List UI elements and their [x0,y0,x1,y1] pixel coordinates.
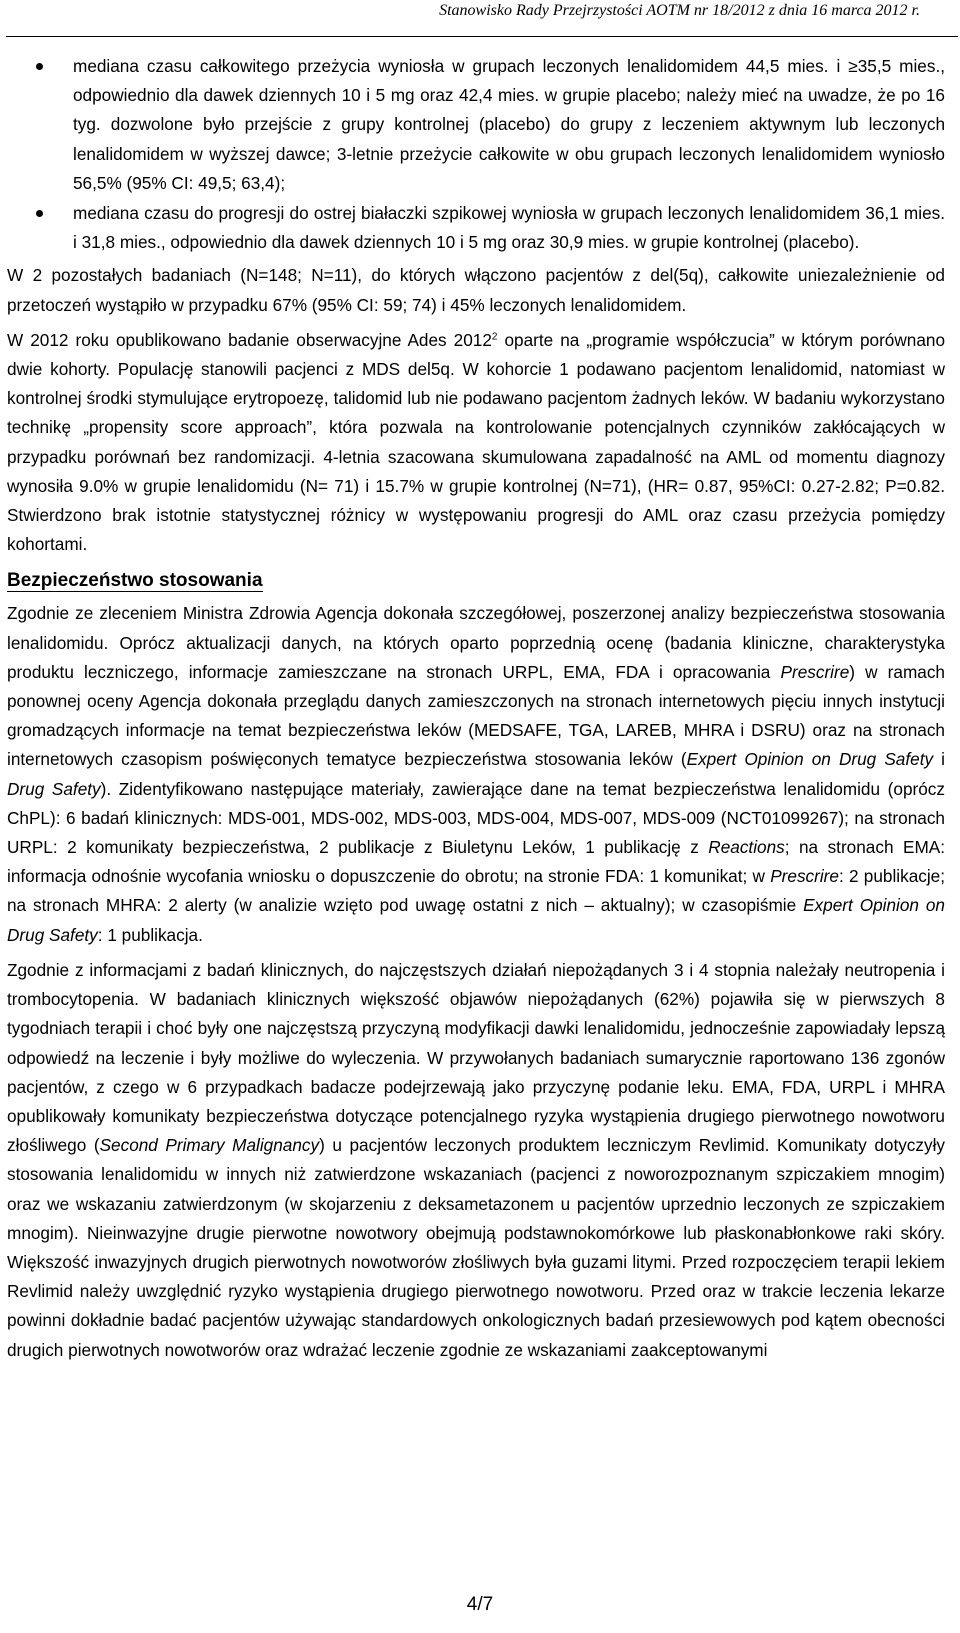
safety-text-2: ) w ramach ponownej oceny Agencja dokonała przeglądu danych zamieszczonych na stronach internetowych pięciu innych instytucji gromadzących informacje na temat bezpieczeństwa leków (MEDSAFE, TGA, LAREB, MHRA i DSRU) oraz na stronach internetowych czasopism poświęconych tematyce bezpieczeństwa stosowania leków ( [7,661,945,770]
list-item [7,52,945,198]
footnote-reference: 2 [491,331,498,343]
italic-prescrire: Prescrire [780,661,850,682]
italic-second-primary-malignancy: Second Primary Malignancy [99,1135,320,1156]
safety-text-3: i [933,749,945,770]
paragraph-two-studies: W 2 pozostałych badaniach (N=148; N=11), do których włączono pacjentów z del(5q), całkowite uniezależnienie od przetoczeń wystąpiło w przypadku 67% (95% CI: 59; 74) i 45% leczonych lenalidomidem. [7,265,945,315]
safety-text-5: ; na stronach EMA: informacja odnośnie wycofania wniosku o dopuszczenie do obrotu; na stronie FDA: 1 komunikat; w [7,837,945,887]
safety-text-7: : 1 publikacja. [97,924,203,945]
adverse-text-2: ) u pacjentów leczonych produktem leczniczym Revlimid. Komunikaty dotyczyły stosowania lenalidomidu w innych niż zatwierdzone wskazaniach (pacjenci z noworozpoznanym szpiczakiem mnogim) oraz we wskazaniu zatwierdzonym (w skojarzeniu z deksametazonem u pacjentów uprzednio leczonych ze szpiczakiem mnogim). Nieinwazyjne drugie pierwotne nowotwory obejmują podstawnokomórkowe lub płaskonabłonkowe raki skóry. Większość inwazyjnych drugich pierwotnych nowotworów złośliwych była guzami litymi. Przed rozpoczęciem terapii lekiem Revlimid należy uwzględnić ryzyko wystąpienia drugiego pierwotnego nowotworu. Przed oraz w trakcie leczenia lekarze powinni dokładnie badać pacjentów używając standardowych onkologicznych badań przesiewowych pod kątem obecności drugich pierwotnych nowotworów oraz wdrażać leczenie zgodnie ze wskazaniami zaakceptowanymi [7,1135,946,1360]
bullet-text-aml-progression: mediana czasu do progresji do ostrej białaczki szpikowej wyniosła w grupach leczonych lenalidomidem 36,1 mies. i 31,8 mies., odpowiednio dla dawek dziennych 10 i 5 mg oraz 30,9 mies. w grupie kontrolnej (placebo). [73,203,945,253]
header-divider [6,36,958,37]
section-heading-text: Bezpieczeństwo stosowania [7,570,263,592]
bullet-icon [36,210,43,217]
italic-journal-expert-opinion: Expert Opinion on Drug Safety [686,749,934,770]
ades-text-start: W 2012 roku opublikowano badanie obserwacyjne Ades 2012 [7,329,492,350]
safety-text-4: ). Zidentyfikowano następujące materiały, zawierające dane na temat bezpieczeństwa lenalidomidu (oprócz ChPL): 6 badań klinicznych: MDS-001, MDS-002, MDS-003, MDS-004, MDS-007, MDS-009 (NCT01099267); na stronach URPL: 2 komunikaty bezpieczeństwa, 2 publikacje z Biuletynu Leków, 1 publikację z [7,778,945,858]
document-body [7,52,945,1371]
italic-journal-expert-opinion-2: Expert Opinion on Drug Safety [7,895,945,945]
paragraph-ades-study [7,326,945,560]
list-item [7,199,945,257]
ades-text-rest: oparte na „programie współczucia” w którym porównano dwie kohorty. Populację stanowili pacjenci z MDS del5q. W kohorcie 1 podawano pacjentom lenalidomid, natomiast w kontrolnej środki stymulujące erytropoezę, talidomid lub nie podawano pacjentom żadnych leków. W badaniu wykorzystano technikę „propensity score approach”, która pozwala na kontrolowanie potencjalnych czynników zakłócających w przypadku porównań bez randomizacji. 4-letnia szacowana skumulowana zapadalność na AML od momentu diagnozy wynosiła 9.0% w grupie lenalidomidu (N= 71) i 15.7% w grupie kontrolnej (N=71), (HR= 0.87, 95%CI: 0.27-2.82; P=0.82. Stwierdzono brak istotnie statystycznej różnicy w występowaniu progresji do AML oraz czasu przeżycia pomiędzy kohortami. [7,329,945,555]
bullet-icon [36,63,43,70]
page-header-title: Stanowisko Rady Przejrzystości AOTM nr 18/2012 z dnia 16 marca 2012 r. [439,2,920,19]
paragraph-adverse-events [7,956,945,1365]
italic-prescrire-2: Prescrire [770,866,839,887]
italic-reactions: Reactions [708,837,785,858]
safety-text-6: : 2 publikacje; na stronach MHRA: 2 alerty (w analizie wzięto pod uwagę ostatni z nich – aktualny); w czasopiśmie [7,866,945,916]
page-number: 4/7 [466,1594,494,1615]
paragraph-safety-analysis [7,599,945,949]
bullet-text-overall-survival: mediana czasu całkowitego przeżycia wyniosła w grupach leczonych lenalidomidem 44,5 mies. i ≥35,5 mies., odpowiednio dla dawek dziennych 10 i 5 mg oraz 42,4 mies. w grupie placebo; należy mieć na uwadze, że po 16 tyg. dozwolone było przejście z grupy kontrolnej (placebo) do grupy z leczeniem aktywnym lub leczonych lenalidomidem w wyższej dawce; 3-letnie przeżycie całkowite w obu grupach leczonych lenalidomidem wyniosło 56,5% (95% CI: 49,5; 63,4); [73,56,945,193]
section-heading-safety [7,565,945,597]
safety-text-1: Zgodnie ze zleceniem Ministra Zdrowia Agencja dokonała szczegółowej, poszerzonej analizy bezpieczeństwa stosowania lenalidomidu. Oprócz aktualizacji danych, na których oparto poprzednią ocenę (badania kliniczne, charakterystyka produktu leczniczego, informacje zamieszczane na stronach URPL, EMA, FDA i opracowania [7,603,945,682]
adverse-text-1: Zgodnie z informacjami z badań klinicznych, do najczęstszych działań niepożądanych 3 i 4 stopnia należały neutropenia i trombocytopenia. W badaniach klinicznych większość objawów niepożądanych (62%) pojawiła się w pierwszych 8 tygodniach terapii i choć były one najczęstszą przyczyną modyfikacji dawki lenalidomidu, jednocześnie zapowiadały lepszą odpowiedź na leczenie i były możliwe do wyleczenia. W przywołanych badaniach sumarycznie raportowano 136 zgonów pacjentów, z czego w 6 przypadkach badacze podejrzewają jako przyczynę podanie leku. EMA, FDA, URPL i MHRA opublikowały komunikaty bezpieczeństwa dotyczące potencjalnego ryzyka wystąpienia drugiego pierwotnego nowotworu złośliwego ( [7,959,945,1156]
results-bullet-list [7,52,945,257]
italic-journal-drug-safety: Drug Safety [7,778,101,799]
